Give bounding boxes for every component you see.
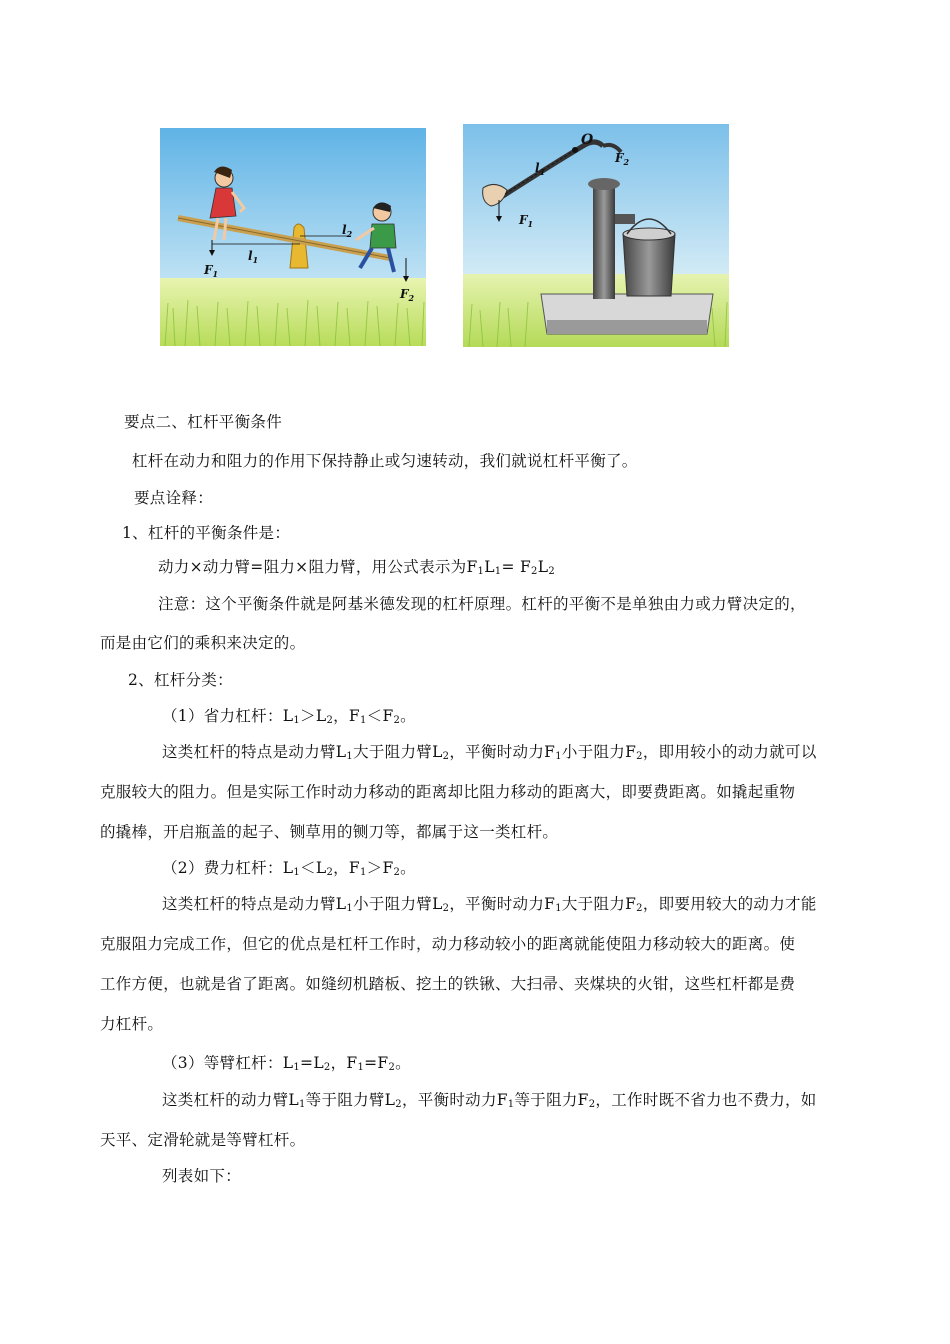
seesaw-F2-label: F bbox=[400, 287, 409, 301]
item-2-heading: 2、杠杆分类： bbox=[128, 671, 233, 689]
svg-text:F1: $F_1$ bbox=[204, 263, 219, 279]
note-line-1: 注意：这个平衡条件就是阿基米德发现的杠杆原理。杠杆的平衡不是单独由力或力臂决定的， bbox=[158, 595, 806, 613]
svg-text:F2: $F_2$ bbox=[400, 287, 415, 303]
class-2-desc-2: 克服阻力完成工作，但它的优点是杠杆工作时，动力移动较小的距离就能使阻力移动较大的距离。使 bbox=[100, 935, 796, 953]
note-line-2: 而是由它们的乘积来决定的。 bbox=[100, 634, 306, 652]
class-2-heading: （2）费力杠杆：$L_1<L_2$，$F_1>F_2$。 bbox=[162, 859, 416, 878]
list-below-label: 列表如下： bbox=[162, 1167, 242, 1185]
explain-label: 要点诠释： bbox=[134, 489, 214, 507]
seesaw-figure bbox=[160, 128, 426, 346]
class-1-desc-3: 的撬棒，开启瓶盖的起子、铡草用的铡刀等，都属于这一类杠杆。 bbox=[100, 823, 559, 841]
svg-text:F2: $F_2$ bbox=[615, 151, 630, 167]
class-1-desc-1: 这类杠杆的特点是动力臂$L_1$大于阻力臂$L_2$，平衡时动力$F_1$小于阻力$F_2$，即用较小的动力就可以 bbox=[162, 743, 817, 762]
pump-O-label: O bbox=[581, 132, 594, 148]
item-1-heading: 1、杠杆的平衡条件是： bbox=[122, 524, 291, 542]
svg-text:F1: $F_1$ bbox=[519, 213, 534, 229]
class-3-desc-1: 这类杠杆的动力臂$L_1$等于阻力臂$L_2$，平衡时动力$F_1$等于阻力$F_2$，工作时既不省力也不费力，如 bbox=[162, 1091, 817, 1110]
seesaw-l2-label: l bbox=[342, 223, 347, 237]
class-3-heading: （3）等臂杠杆：$L_1=L_2$，$F_1=F_2$。 bbox=[162, 1054, 411, 1073]
section-heading: 要点二、杠杆平衡条件 bbox=[124, 413, 283, 431]
seesaw-l1-label: l bbox=[248, 249, 253, 263]
formula-line: 动力×动力臂=阻力×阻力臂，用公式表示为$F_1L_1= F_2L_2$ bbox=[158, 558, 555, 577]
class-1-heading: （1）省力杠杆：$L_1>L_2$，$F_1<F_2$。 bbox=[162, 707, 416, 726]
svg-text:l1: $l_1$ bbox=[248, 249, 259, 265]
svg-text:l1: $l_1$ bbox=[535, 161, 546, 177]
class-2-desc-3: 工作方便，也就是省了距离。如缝纫机踏板、挖土的铁锹、大扫帚、夹煤块的火钳，这些杠杆都是费 bbox=[100, 975, 796, 993]
intro-paragraph: 杠杆在动力和阻力的作用下保持静止或匀速转动，我们就说杠杆平衡了。 bbox=[132, 452, 638, 470]
class-2-desc-1: 这类杠杆的特点是动力臂$L_1$小于阻力臂$L_2$，平衡时动力$F_1$大于阻力$F_2$，即要用较大的动力才能 bbox=[162, 895, 817, 914]
class-1-desc-2: 克服较大的阻力。但是实际工作时动力移动的距离却比阻力移动的距离大，即要费距离。如撬起重物 bbox=[100, 783, 796, 801]
pump-figure bbox=[463, 124, 729, 347]
pump-F2-label: F bbox=[615, 151, 624, 165]
pump-l1-label: l bbox=[535, 161, 540, 175]
pump-F1-label: F bbox=[519, 213, 528, 227]
svg-text:l2: $l_2$ bbox=[342, 223, 353, 239]
class-2-desc-4: 力杠杆。 bbox=[100, 1015, 164, 1033]
class-3-desc-2: 天平、定滑轮就是等臂杠杆。 bbox=[100, 1131, 306, 1149]
seesaw-F1-label: F bbox=[204, 263, 213, 277]
